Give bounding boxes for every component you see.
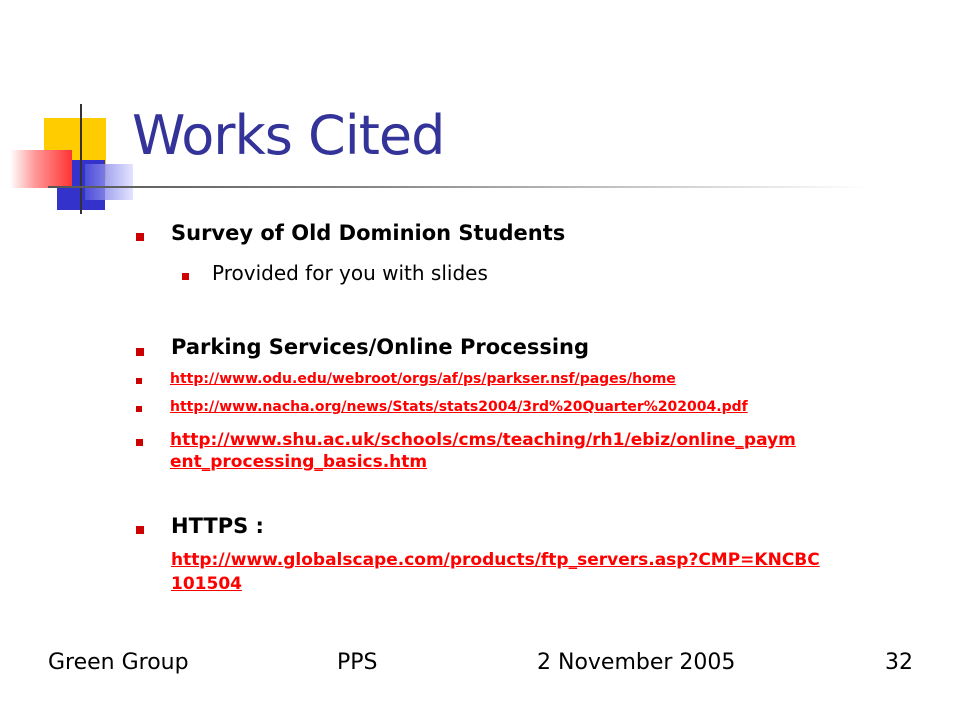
bullet-survey-note [182, 261, 488, 285]
slide-title: Works Cited [132, 104, 445, 167]
bullet-marker [136, 378, 142, 384]
link-shu-line2: ent_processing_basics.htm [170, 452, 428, 472]
item-survey-title: Survey of Old Dominion Students [171, 221, 566, 245]
bullet-https [136, 514, 264, 538]
link-globalscape[interactable] [171, 548, 820, 596]
bullet-survey [136, 221, 565, 245]
bullet-parking [136, 335, 589, 359]
bullet-marker [136, 348, 144, 356]
footer-date: 2 November 2005 [537, 650, 736, 675]
link-shu-payment[interactable] [170, 429, 796, 473]
title-underline [48, 186, 868, 188]
bullet-link-odu [136, 371, 676, 387]
bullet-marker [136, 233, 144, 241]
decor-blue-fade [85, 164, 133, 200]
link-globalscape-line2: 101504 [171, 574, 242, 594]
bullet-marker [136, 439, 143, 446]
footer-group: Green Group [48, 650, 189, 675]
item-https-title: HTTPS : [171, 514, 264, 538]
bullet-link-shu [136, 429, 796, 473]
decor-vertical-line [80, 104, 82, 214]
link-odu-parking[interactable]: http://www.odu.edu/webroot/orgs/af/ps/parkser.nsf/pages/home [170, 371, 676, 387]
link-nacha-stats[interactable]: http://www.nacha.org/news/Stats/stats2004/3rd%20Quarter%202004.pdf [170, 399, 748, 415]
bullet-link-nacha [136, 399, 748, 415]
link-shu-line1: http://www.shu.ac.uk/schools/cms/teaching/rh1/ebiz/online_paym [170, 430, 796, 450]
item-survey-note: Provided for you with slides [212, 261, 488, 285]
link-globalscape-line1: http://www.globalscape.com/products/ftp_servers.asp?CMP=KNCBC [171, 550, 820, 570]
bullet-marker [136, 406, 142, 412]
bullet-marker [182, 273, 189, 280]
footer-page-number: 32 [885, 650, 913, 675]
decor-red-gradient [10, 150, 72, 188]
item-parking-title: Parking Services/Online Processing [171, 335, 590, 359]
footer-project: PPS [337, 650, 378, 675]
bullet-marker [136, 526, 144, 534]
